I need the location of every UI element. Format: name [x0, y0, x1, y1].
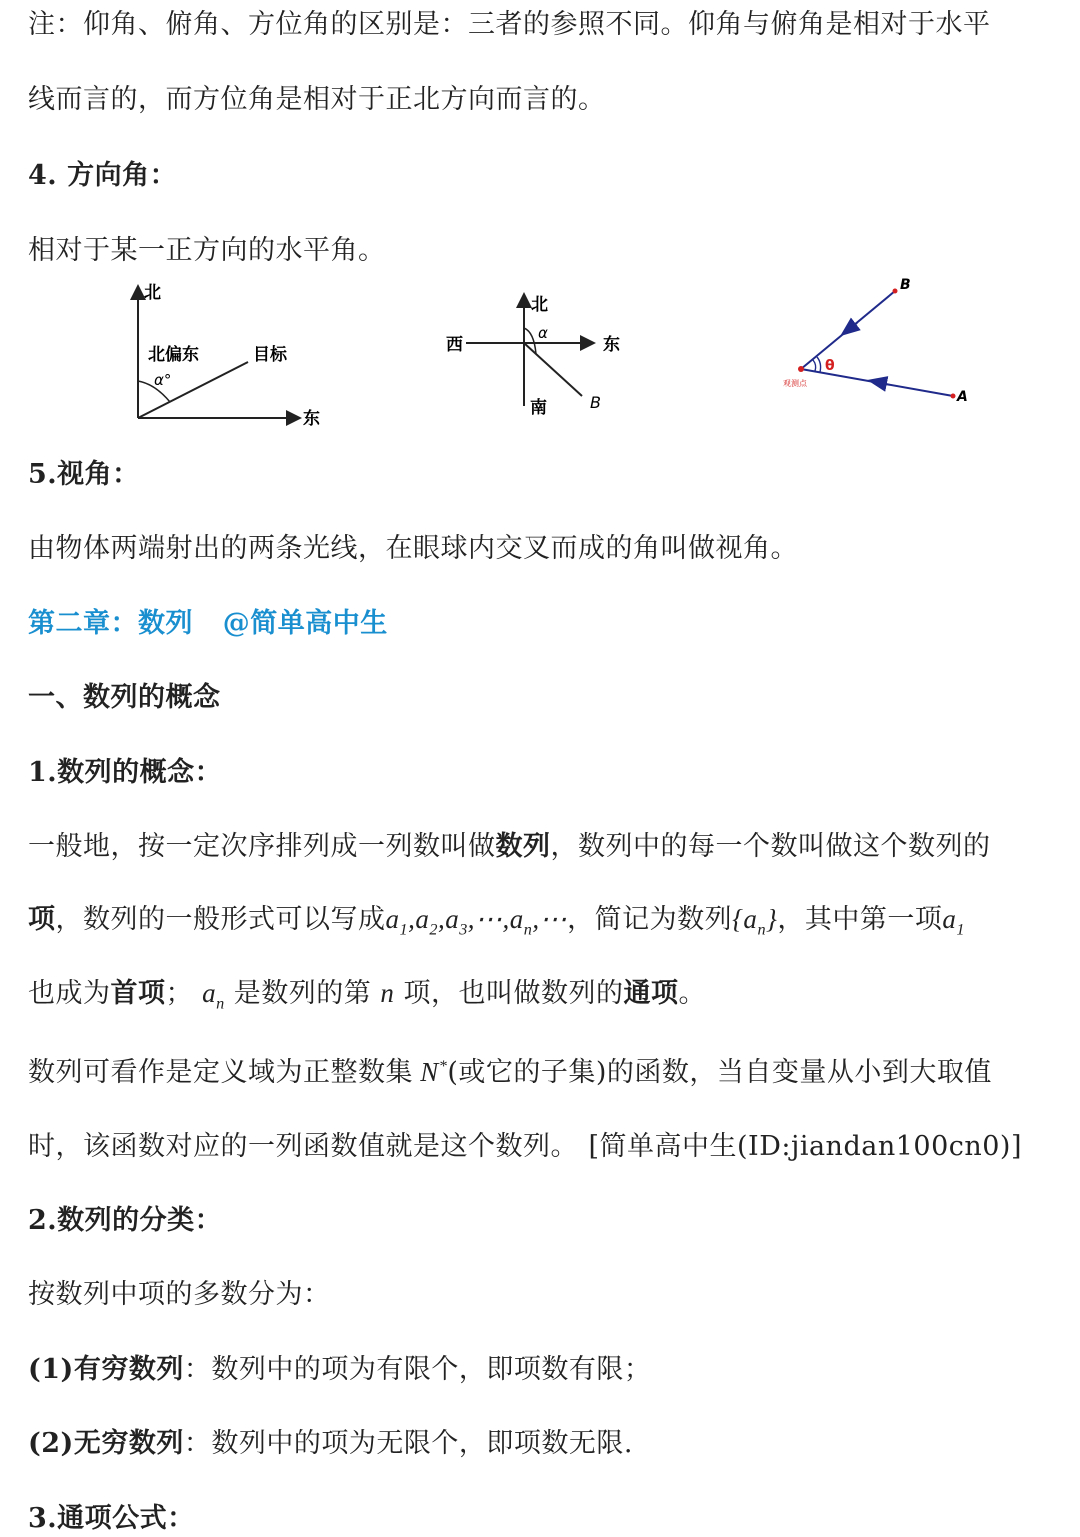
term-first-term: 首项	[110, 978, 166, 1009]
classification-intro: 按数列中项的多数分为：	[28, 1279, 331, 1310]
fig1-east-label: 东	[303, 409, 320, 429]
text-span: 项，也叫做数列的	[403, 978, 624, 1009]
direction-angle-definition: 相对于某一正方向的水平角。	[28, 235, 386, 266]
fig3-point-a-label: A	[957, 389, 968, 405]
sequence-notation: $\{a_n\}$	[732, 904, 778, 939]
visual-angle-definition: 由物体两端射出的两条光线，在眼球内交叉而成的角叫做视角。	[28, 533, 798, 564]
fig3-theta-label: θ	[825, 358, 835, 374]
note-line-1: 注：仰角、俯角、方位角的区别是：三者的参照不同。仰角与俯角是相对于水平	[28, 9, 991, 40]
fig1-alpha-label: α°	[154, 371, 172, 389]
point-a-dot	[951, 394, 956, 399]
fig1-north-label: 北	[144, 283, 161, 303]
fig3-point-b-label: B	[900, 277, 911, 293]
text-span: (或它的子集)的函数，当自变量从小到大取值	[447, 1057, 992, 1088]
concept-paragraph-line-1	[28, 824, 991, 863]
concept-paragraph-line-3	[28, 971, 706, 1013]
chapter-title	[28, 601, 388, 640]
text-span: 数列可看作是定义域为正整数集	[28, 1057, 413, 1088]
text-span: ，数列的一般形式可以写成	[55, 904, 386, 935]
point-b-dot	[893, 289, 898, 294]
infinite-sequence-label: (2)无穷数列	[28, 1428, 184, 1459]
term-sequence: 数列	[495, 831, 551, 862]
figure-viewing-angle	[775, 275, 975, 410]
chapter-name: 第二章：数列	[28, 608, 193, 639]
positive-integers-symbol: N*	[413, 1057, 448, 1087]
chapter-tag: @简单高中生	[222, 608, 388, 639]
concept-paragraph-line-5	[28, 1124, 1022, 1163]
text-span: ：数列中的项为无限个，即项数无限.	[183, 1428, 633, 1459]
figure-north-east-bearing	[120, 278, 330, 433]
note-line-2: 线而言的，而方位角是相对于正北方向而言的。	[28, 84, 606, 115]
text-span: 时，该函数对应的一列函数值就是这个数列。	[28, 1131, 578, 1162]
direction-angle-heading: 4. 方向角：	[28, 160, 178, 191]
figure-compass-bearing	[440, 288, 640, 423]
fig1-target-label: 目标	[253, 345, 287, 365]
text-span: 。	[678, 978, 706, 1009]
section-heading: 一、数列的概念	[28, 682, 221, 713]
fig2-east-label: 东	[603, 335, 620, 355]
general-form-formula: $a_1,a_2,a_3,\cdots,a_n,\cdots$	[385, 904, 568, 939]
fig2-west-label: 西	[446, 335, 463, 355]
bearing-ray-b	[524, 343, 582, 396]
fig2-alpha-label: α	[538, 324, 548, 342]
visual-angle-heading: 5.视角：	[28, 459, 140, 490]
formula-heading: 3.通项公式：	[28, 1503, 195, 1534]
fig2-point-b-label: B	[590, 393, 601, 412]
general-term-symbol: $a_n$	[202, 978, 225, 1013]
term-item: 项	[28, 904, 56, 935]
concept-heading: 1.数列的概念：	[28, 757, 223, 788]
n-symbol: n	[380, 978, 395, 1008]
finite-sequence-item	[28, 1347, 651, 1386]
source-tag: [简单高中生(ID:jiandan100cn0)]	[588, 1131, 1022, 1162]
fig2-alpha-arc	[524, 328, 536, 354]
text-span: ；	[165, 978, 193, 1009]
text-span: 也成为	[28, 978, 111, 1009]
theta-arc-inner	[813, 360, 816, 371]
classification-heading: 2.数列的分类：	[28, 1205, 223, 1236]
text-span: ，数列中的每一个数叫做这个数列的	[550, 831, 991, 862]
theta-arc	[817, 357, 821, 372]
fig1-bearing-label: 北偏东	[148, 345, 199, 365]
observer-point	[798, 366, 804, 372]
finite-sequence-label: (1)有穷数列	[28, 1354, 184, 1385]
concept-paragraph-line-2	[28, 897, 965, 939]
concept-paragraph-line-4	[28, 1050, 992, 1089]
infinite-sequence-item	[28, 1421, 633, 1460]
text-span: ，简记为数列	[567, 904, 733, 935]
fig3-observer-label: 观测点	[783, 379, 807, 388]
fig2-north-label: 北	[531, 295, 548, 315]
text-span: 一般地，按一定次序排列成一列数叫做	[28, 831, 496, 862]
text-span: ，其中第一项	[777, 904, 943, 935]
text-span: 是数列的第	[233, 978, 372, 1009]
term-general-term: 通项	[623, 978, 679, 1009]
fig2-south-label: 南	[530, 398, 547, 418]
ray-b-arrow	[848, 323, 857, 330]
first-term-symbol: $a_1$	[942, 904, 965, 939]
text-span: ：数列中的项为有限个，即项数有限；	[183, 1354, 652, 1385]
